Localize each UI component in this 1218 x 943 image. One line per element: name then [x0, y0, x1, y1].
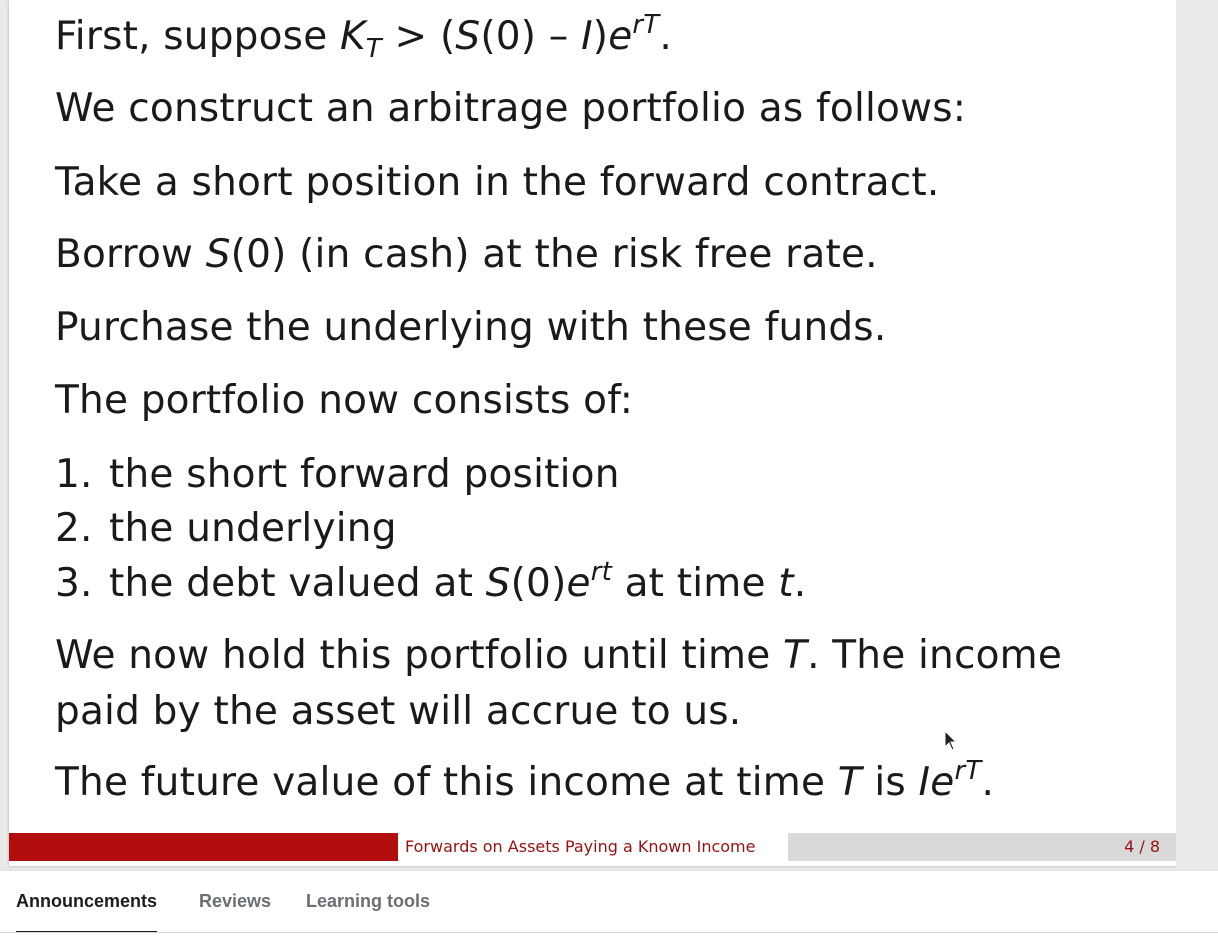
slide-line-1: First, suppose $K_T > (S(0) - I)e^{rT}$.: [55, 10, 673, 64]
enum-number: 1.: [55, 452, 93, 497]
slide-line-8: The future value of this income at time T is $Ie^{rT}$.: [55, 756, 995, 805]
slide-line-4: Borrow S(0) (in cash) at the risk free rate.: [55, 232, 878, 277]
tab-announcements[interactable]: Announcements: [16, 885, 157, 933]
course-tabs: [0, 870, 1218, 943]
slide-line-5: Purchase the underlying with these funds.: [55, 305, 887, 350]
tabs-divider: [0, 932, 1218, 933]
enum-number: 2.: [55, 506, 93, 551]
slide: [9, 0, 1176, 866]
tab-learning-tools[interactable]: Learning tools: [306, 891, 431, 911]
mouse-cursor-icon: [944, 730, 958, 752]
enum-item-2: 2. the underlying: [55, 506, 397, 551]
slide-line-6: The portfolio now consists of:: [55, 378, 634, 423]
viewer-side-strip: [1176, 0, 1218, 870]
slide-line-2: We construct an arbitrage portfolio as follows:: [55, 86, 967, 131]
slide-line-7a: We now hold this portfolio until time T. The income: [55, 633, 1063, 678]
footer-title: Forwards on Assets Paying a Known Income: [398, 833, 788, 861]
enum-item-1: 1. the short forward position: [55, 452, 620, 497]
enum-item-3: 3. the debt valued at $S(0)e^{rt}$ at time t.: [55, 557, 807, 606]
tab-reviews[interactable]: Reviews: [199, 891, 272, 911]
slide-line-7b: paid by the asset will accrue to us.: [55, 689, 742, 734]
slide-line-3: Take a short position in the forward contract.: [55, 160, 940, 205]
footer-red-bar: [9, 833, 398, 861]
slide-footer: [9, 833, 1176, 861]
enum-number: 3.: [55, 561, 93, 606]
page-indicator: 4 / 8: [1124, 837, 1160, 856]
